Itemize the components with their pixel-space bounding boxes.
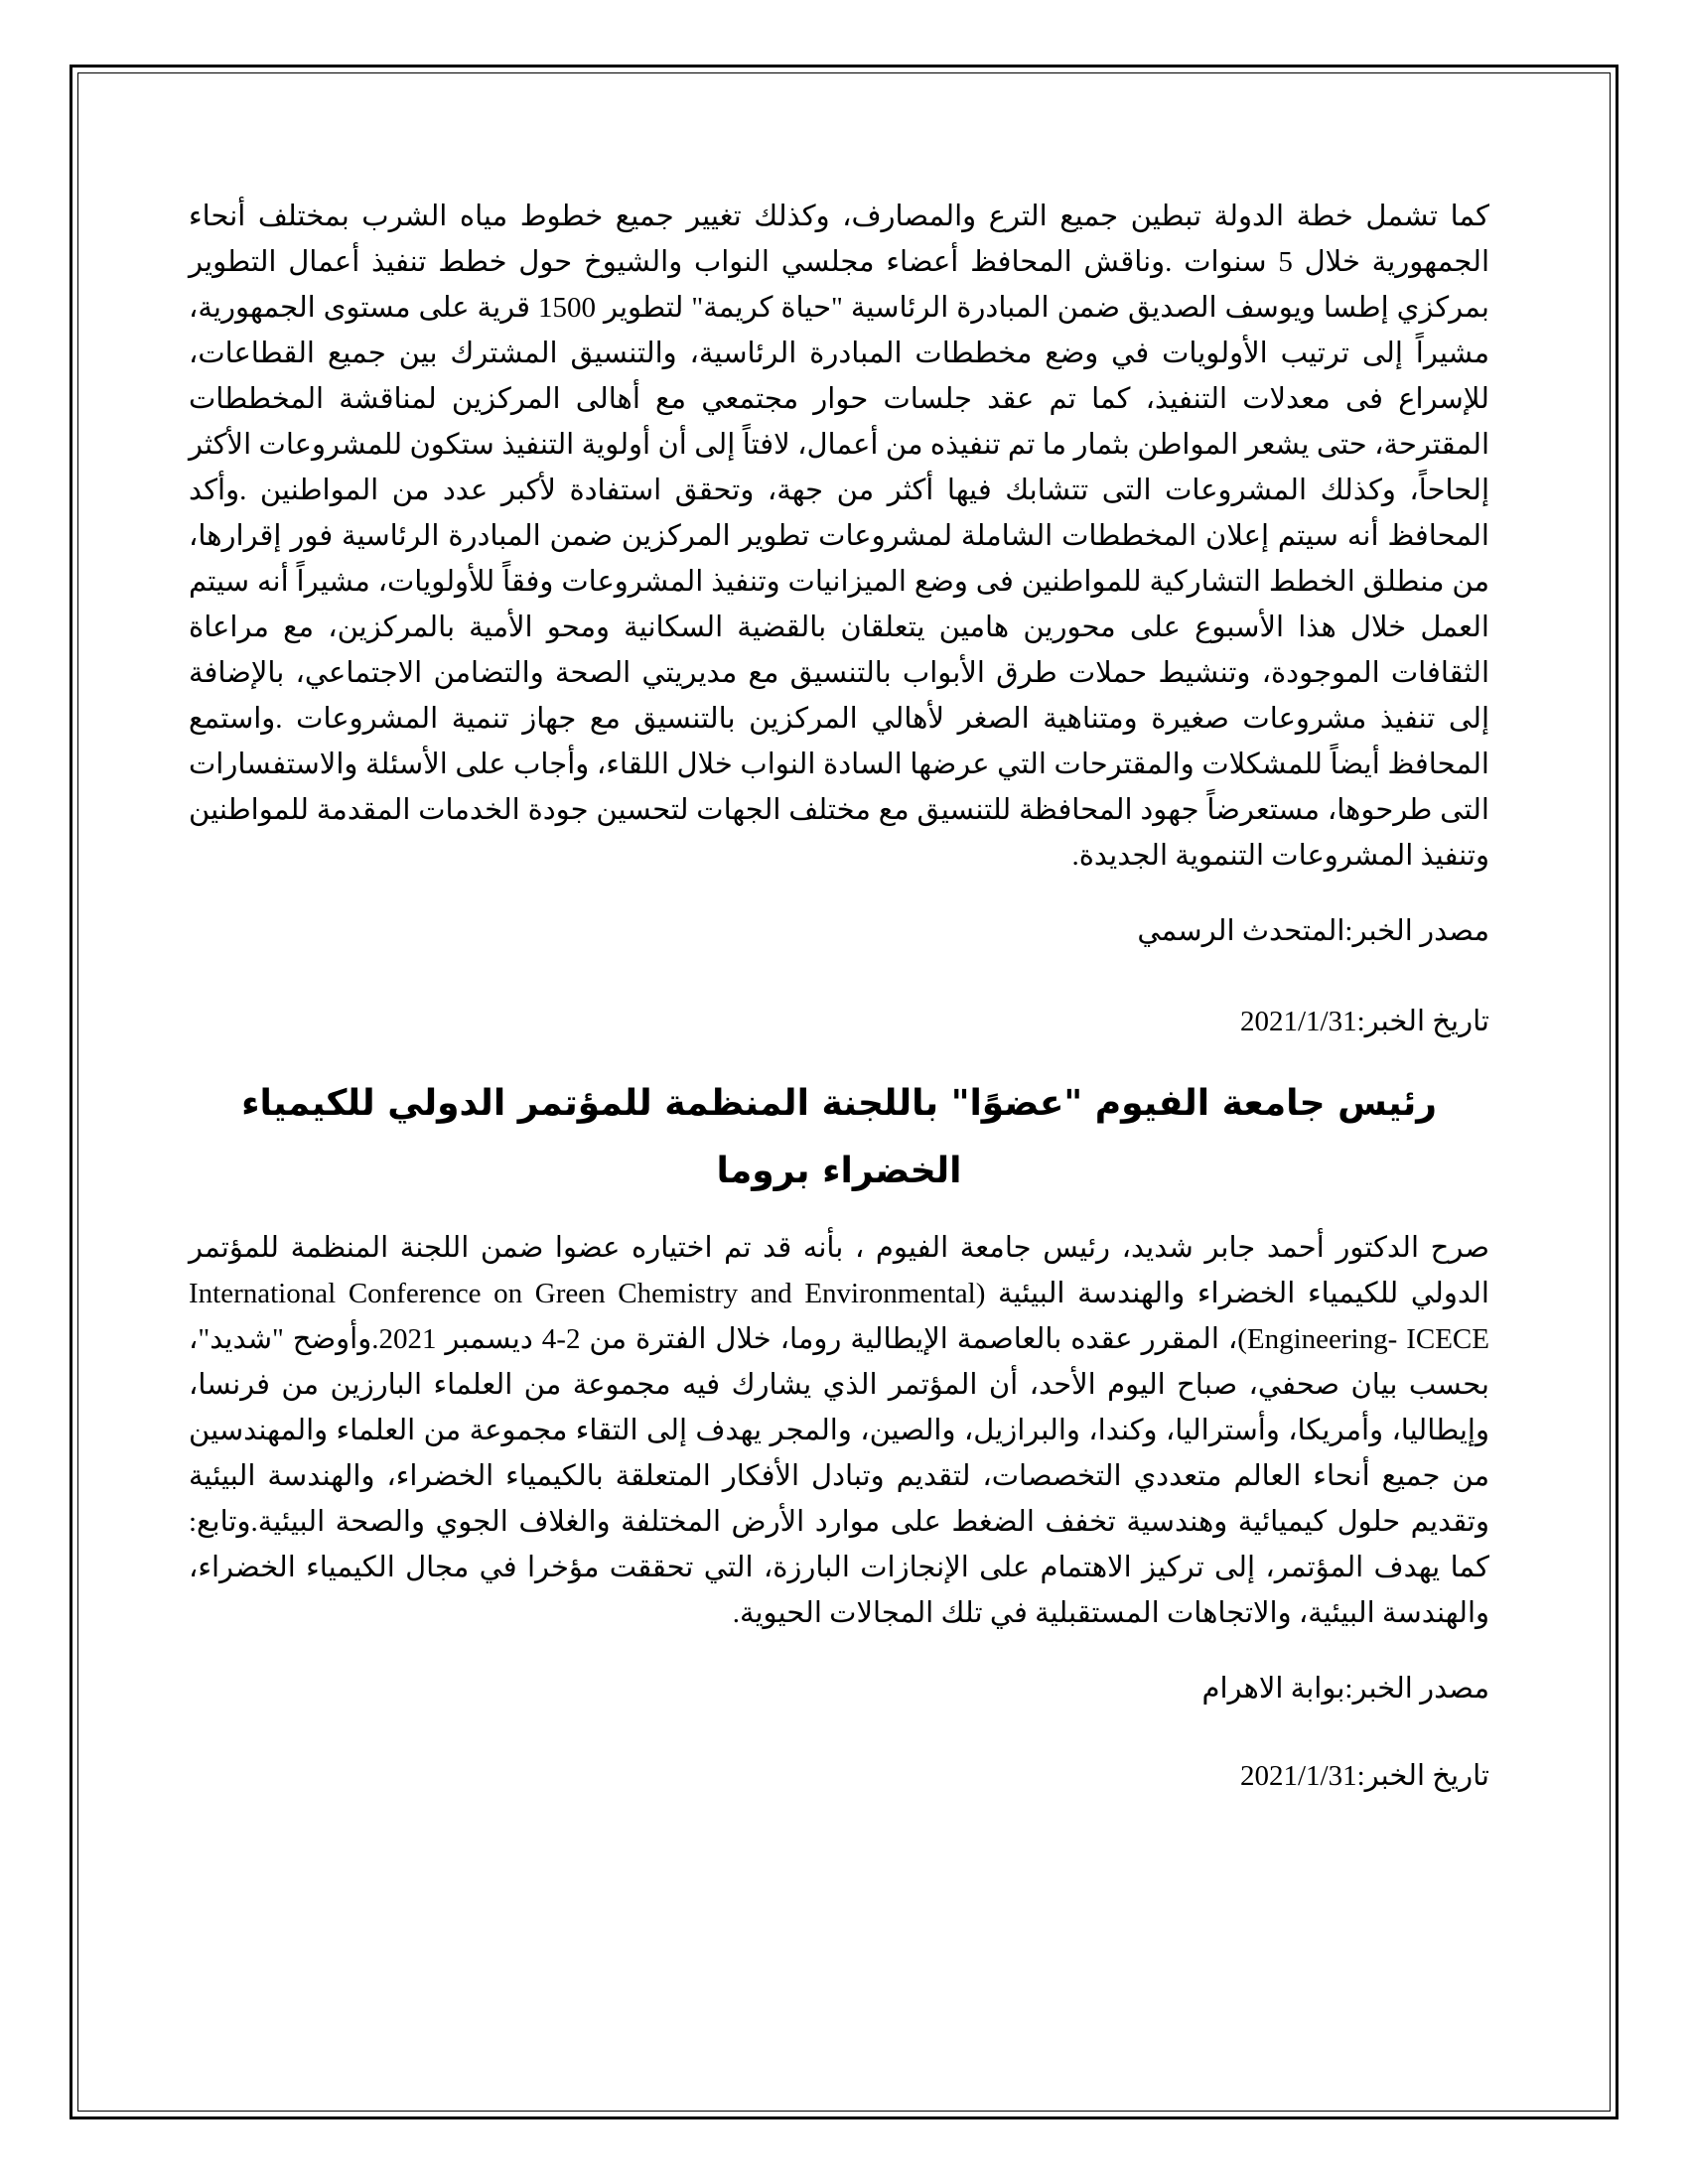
article-1-date: تاريخ الخبر:2021/1/31 bbox=[1240, 1006, 1489, 1037]
article-1-body: كما تشمل خطة الدولة تبطين جميع الترع والمصارف، وكذلك تغيير جميع خطوط مياه الشرب بمختلف أنحاء الجمهورية خلال 5 سنوات .وناقش المحافظ أعضاء مجلسي النواب والشيوخ حول خطط تنفيذ أعمال التطوير بمركزي إطسا ويوسف الصديق ضمن المبادرة الرئاسية "حياة كريمة" لتطوير 1500 قرية على مستوى الجمهورية، مشيراً إلى ترتيب الأولويات في وضع مخططات المبادرة الرئاسية، والتنسيق المشترك بين جميع القطاعات، للإسراع فى معدلات التنفيذ، كما تم عقد جلسات حوار مجتمعي مع أهالى المركزين لمناقشة المخططات المقترحة، حتى يشعر المواطن بثمار ما تم تنفيذه من أعمال، لافتاً إلى أن أولوية التنفيذ ستكون للمشروعات الأكثر إلحاحاً، وكذلك المشروعات التى تتشابك فيها أكثر من جهة، وتحقق استفادة لأكبر عدد من المواطنين .وأكد المحافظ أنه سيتم إعلان المخططات الشاملة لمشروعات تطوير المركزين ضمن المبادرة الرئاسية فور إقرارها، من منطلق الخطط التشاركية للمواطنين فى وضع الميزانيات وتنفيذ المشروعات وفقاً للأولويات، مشيراً أنه سيتم العمل خلال هذا الأسبوع على محورين هامين يتعلقان بالقضية السكانية ومحو الأمية بالمركزين، مع مراعاة الثقافات الموجودة، وتنشيط حملات طرق الأبواب بالتنسيق مع مديريتي الصحة والتضامن الاجتماعي، بالإضافة إلى تنفيذ مشروعات صغيرة ومتناهية الصغر لأهالي المركزين بالتنسيق مع جهاز تنمية المشروعات .واستمع المحافظ أيضاً للمشكلات والمقترحات التي عرضها السادة النواب خلال اللقاء، وأجاب على الأسئلة والاستفسارات التى طرحوها، مستعرضاً جهود المحافظة للتنسيق مع مختلف الجهات لتحسين جودة الخدمات المقدمة للمواطنين وتنفيذ المشروعات التنموية الجديدة. bbox=[189, 201, 1490, 872]
article-2-headline: رئيس جامعة الفيوم "عضوًا" باللجنة المنظمة للمؤتمر الدولي للكيمياء الخضراء بروما bbox=[241, 1083, 1437, 1191]
article-1-source: مصدر الخبر:المتحدث الرسمي bbox=[1137, 915, 1489, 947]
article-2-date: تاريخ الخبر:2021/1/31 bbox=[1240, 1760, 1489, 1792]
article-2-body bbox=[189, 1225, 1489, 1636]
document-content bbox=[189, 194, 1489, 1799]
article-2-body-english: International Conference on Green Chemistry and Environmental Engineering- ICECE bbox=[189, 1278, 1489, 1355]
article-2-body-part1: صرح الدكتور أحمد جابر شديد، رئيس جامعة الفيوم ، بأنه قد تم اختياره عضوا ضمن اللجنة المنظمة للمؤتمر الدولي للكيمياء الخضراء والهندسة البيئية ( bbox=[189, 1232, 1489, 1309]
article-2-source: مصدر الخبر:بوابة الاهرام bbox=[1201, 1673, 1489, 1705]
article-2-body-part2: )، المقرر عقده بالعاصمة الإيطالية روما، خلال الفترة من 2-4 ديسمبر 2021.وأوضح "شديد"، بحسب بيان صحفي، صباح اليوم الأحد، أن المؤتمر الذي يشارك فيه مجموعة من العلماء البارزين من فرنسا، وإيطاليا، وأمريكا، وأستراليا، وكندا، والبرازيل، والصين، والمجر يهدف إلى التقاء مجموعة من العلماء والمهندسين من جميع أنحاء العالم متعددي التخصصات، لتقديم وتبادل الأفكار المتعلقة بالكيمياء الخضراء، والهندسة البيئية وتقديم حلول كيميائية وهندسية تخفف الضغط على موارد الأرض المختلفة والغلاف الجوي والصحة البيئية.وتابع: كما يهدف المؤتمر، إلى تركيز الاهتمام على الإنجازات البارزة، التي تحققت مؤخرا في مجال الكيمياء الخضراء، والهندسة البيئية، والاتجاهات المستقبلية في تلك المجالات الحيوية. bbox=[189, 1323, 1489, 1629]
